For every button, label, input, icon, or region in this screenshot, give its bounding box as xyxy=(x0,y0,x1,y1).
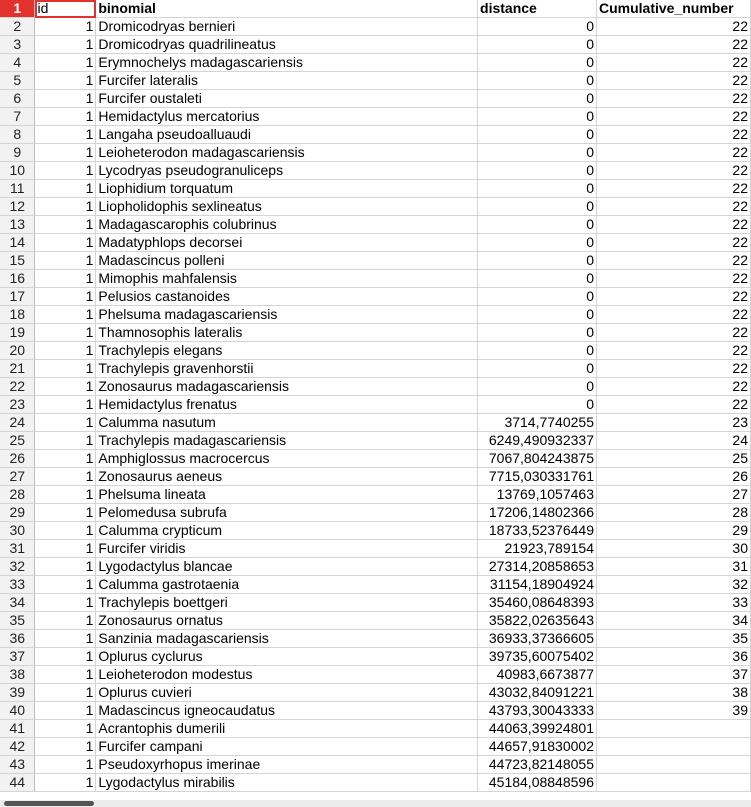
cell-binomial[interactable]: Dromicodryas bernieri xyxy=(96,18,478,36)
row-number[interactable]: 27 xyxy=(0,468,35,486)
cell-id[interactable]: 1 xyxy=(35,648,96,666)
row-number[interactable]: 24 xyxy=(0,414,35,432)
column-header-distance[interactable]: distance xyxy=(478,0,597,18)
row-number[interactable]: 43 xyxy=(0,756,35,774)
table-row xyxy=(0,90,751,108)
cell-cumulative-number[interactable]: 36 xyxy=(596,648,750,666)
cell-id[interactable]: 1 xyxy=(35,540,96,558)
cell-distance[interactable]: 0 xyxy=(478,108,597,126)
cell-id[interactable]: 1 xyxy=(35,18,96,36)
cell-cumulative-number[interactable]: 39 xyxy=(596,702,750,720)
cell-binomial[interactable]: Madagascarophis colubrinus xyxy=(96,216,478,234)
cell-id[interactable]: 1 xyxy=(35,342,96,360)
cell-id[interactable]: 1 xyxy=(35,630,96,648)
cell-id[interactable]: 1 xyxy=(35,396,96,414)
table-row xyxy=(0,576,751,594)
cell-binomial[interactable]: Furcifer viridis xyxy=(96,540,478,558)
cell-distance[interactable]: 0 xyxy=(478,378,597,396)
cell-cumulative-number[interactable] xyxy=(596,738,750,756)
table-row xyxy=(0,468,751,486)
cell-binomial[interactable]: Leioheterodon madagascariensis xyxy=(96,144,478,162)
row-number[interactable]: 10 xyxy=(0,162,35,180)
cell-distance[interactable]: 0 xyxy=(478,324,597,342)
cell-id[interactable]: 1 xyxy=(35,432,96,450)
cell-id[interactable]: 1 xyxy=(35,54,96,72)
cell-distance[interactable]: 0 xyxy=(478,360,597,378)
cell-cumulative-number[interactable] xyxy=(596,720,750,738)
cell-id[interactable]: 1 xyxy=(35,522,96,540)
table-row xyxy=(0,18,751,36)
cell-distance[interactable]: 21923,789154 xyxy=(478,540,597,558)
cell-id[interactable]: 1 xyxy=(35,450,96,468)
cell-cumulative-number[interactable]: 22 xyxy=(596,180,750,198)
row-number[interactable]: 42 xyxy=(0,738,35,756)
row-number[interactable]: 13 xyxy=(0,216,35,234)
table-row xyxy=(0,216,751,234)
table-row xyxy=(0,504,751,522)
cell-distance[interactable]: 0 xyxy=(478,90,597,108)
cell-id[interactable]: 1 xyxy=(35,720,96,738)
cell-cumulative-number[interactable]: 34 xyxy=(596,612,750,630)
cell-distance[interactable]: 7067,804243875 xyxy=(478,450,597,468)
cell-binomial[interactable]: Pseudoxyrhopus imerinae xyxy=(96,756,478,774)
cell-cumulative-number[interactable]: 22 xyxy=(596,342,750,360)
cell-binomial[interactable]: Leioheterodon modestus xyxy=(96,666,478,684)
table-row xyxy=(0,594,751,612)
cell-cumulative-number[interactable]: 35 xyxy=(596,630,750,648)
row-number[interactable]: 15 xyxy=(0,252,35,270)
row-number[interactable]: 30 xyxy=(0,522,35,540)
table-row xyxy=(0,36,751,54)
row-number[interactable]: 11 xyxy=(0,180,35,198)
cell-distance[interactable]: 13769,1057463 xyxy=(478,486,597,504)
cell-cumulative-number[interactable]: 22 xyxy=(596,288,750,306)
cell-id[interactable]: 1 xyxy=(35,180,96,198)
cell-binomial[interactable]: Hemidactylus frenatus xyxy=(96,396,478,414)
cell-distance[interactable]: 7715,030331761 xyxy=(478,468,597,486)
cell-distance[interactable]: 0 xyxy=(478,252,597,270)
table-row xyxy=(0,774,751,792)
row-number[interactable]: 3 xyxy=(0,36,35,54)
cell-id[interactable]: 1 xyxy=(35,558,96,576)
cell-distance[interactable]: 0 xyxy=(478,306,597,324)
row-number[interactable]: 39 xyxy=(0,684,35,702)
cell-id[interactable]: 1 xyxy=(35,126,96,144)
row-number[interactable]: 21 xyxy=(0,360,35,378)
row-number[interactable]: 40 xyxy=(0,702,35,720)
cell-id[interactable]: 1 xyxy=(35,288,96,306)
cell-cumulative-number[interactable]: 32 xyxy=(596,576,750,594)
cell-distance[interactable]: 0 xyxy=(478,126,597,144)
cell-distance[interactable]: 0 xyxy=(478,270,597,288)
cell-binomial[interactable]: Sanzinia madagascariensis xyxy=(96,630,478,648)
cell-binomial[interactable]: Phelsuma lineata xyxy=(96,486,478,504)
table-row xyxy=(0,540,751,558)
row-number[interactable]: 23 xyxy=(0,396,35,414)
cell-id[interactable]: 1 xyxy=(35,594,96,612)
row-number[interactable]: 14 xyxy=(0,234,35,252)
cell-distance[interactable]: 31154,18904924 xyxy=(478,576,597,594)
cell-cumulative-number[interactable]: 22 xyxy=(596,234,750,252)
cell-distance[interactable]: 44723,82148055 xyxy=(478,756,597,774)
cell-cumulative-number[interactable]: 22 xyxy=(596,36,750,54)
table-row xyxy=(0,270,751,288)
cell-binomial[interactable]: Oplurus cuvieri xyxy=(96,684,478,702)
cell-distance[interactable]: 3714,7740255 xyxy=(478,414,597,432)
table-row xyxy=(0,684,751,702)
cell-binomial[interactable]: Oplurus cyclurus xyxy=(96,648,478,666)
cell-cumulative-number[interactable]: 22 xyxy=(596,18,750,36)
cell-cumulative-number[interactable]: 23 xyxy=(596,414,750,432)
cell-distance[interactable]: 44657,91830002 xyxy=(478,738,597,756)
cell-id[interactable]: 1 xyxy=(35,702,96,720)
cell-binomial[interactable]: Pelusios castanoides xyxy=(96,288,478,306)
cell-id[interactable]: 1 xyxy=(35,324,96,342)
row-number[interactable]: 4 xyxy=(0,54,35,72)
row-number[interactable]: 28 xyxy=(0,486,35,504)
column-header-cumulative-number[interactable]: Cumulative_number xyxy=(596,0,750,18)
row-number[interactable]: 8 xyxy=(0,126,35,144)
row-number[interactable]: 18 xyxy=(0,306,35,324)
header-row xyxy=(0,0,751,18)
cell-cumulative-number[interactable] xyxy=(596,756,750,774)
cell-binomial[interactable]: Mimophis mahfalensis xyxy=(96,270,478,288)
cell-id[interactable]: 1 xyxy=(35,72,96,90)
table-row xyxy=(0,306,751,324)
cell-id[interactable]: 1 xyxy=(35,90,96,108)
cell-distance[interactable]: 0 xyxy=(478,396,597,414)
cell-id[interactable]: 1 xyxy=(35,306,96,324)
cell-id[interactable]: 1 xyxy=(35,36,96,54)
cell-cumulative-number[interactable]: 22 xyxy=(596,252,750,270)
cell-distance[interactable]: 0 xyxy=(478,216,597,234)
row-number[interactable]: 35 xyxy=(0,612,35,630)
cell-binomial[interactable]: Lygodactylus mirabilis xyxy=(96,774,478,792)
cell-distance[interactable]: 27314,20858653 xyxy=(478,558,597,576)
cell-binomial[interactable]: Erymnochelys madagascariensis xyxy=(96,54,478,72)
table-row xyxy=(0,180,751,198)
cell-distance[interactable]: 0 xyxy=(478,36,597,54)
cell-binomial[interactable]: Trachylepis boettgeri xyxy=(96,594,478,612)
table-row xyxy=(0,522,751,540)
table-row xyxy=(0,630,751,648)
cell-cumulative-number[interactable]: 22 xyxy=(596,90,750,108)
row-number[interactable]: 9 xyxy=(0,144,35,162)
cell-cumulative-number[interactable]: 28 xyxy=(596,504,750,522)
row-number[interactable]: 1 xyxy=(0,0,35,18)
cell-binomial[interactable]: Pelomedusa subrufa xyxy=(96,504,478,522)
row-number[interactable]: 34 xyxy=(0,594,35,612)
table-row xyxy=(0,360,751,378)
cell-binomial[interactable]: Hemidactylus mercatorius xyxy=(96,108,478,126)
cell-id[interactable]: 1 xyxy=(35,144,96,162)
table-row xyxy=(0,288,751,306)
cell-binomial[interactable]: Madascincus igneocaudatus xyxy=(96,702,478,720)
row-number[interactable]: 22 xyxy=(0,378,35,396)
cell-cumulative-number[interactable]: 22 xyxy=(596,396,750,414)
cell-cumulative-number[interactable]: 22 xyxy=(596,144,750,162)
cell-id[interactable]: 1 xyxy=(35,252,96,270)
table-row xyxy=(0,162,751,180)
cell-cumulative-number[interactable]: 33 xyxy=(596,594,750,612)
cell-binomial[interactable]: Furcifer oustaleti xyxy=(96,90,478,108)
cell-distance[interactable]: 39735,60075402 xyxy=(478,648,597,666)
cell-cumulative-number[interactable]: 22 xyxy=(596,216,750,234)
cell-distance[interactable]: 36933,37366605 xyxy=(478,630,597,648)
cell-id[interactable]: 1 xyxy=(35,612,96,630)
row-number[interactable]: 7 xyxy=(0,108,35,126)
cell-id[interactable]: 1 xyxy=(35,414,96,432)
row-number[interactable]: 33 xyxy=(0,576,35,594)
cell-cumulative-number[interactable]: 22 xyxy=(596,360,750,378)
cell-binomial[interactable]: Phelsuma madagascariensis xyxy=(96,306,478,324)
row-number[interactable]: 31 xyxy=(0,540,35,558)
cell-id[interactable]: 1 xyxy=(35,198,96,216)
column-header-id[interactable]: id xyxy=(35,0,96,18)
cell-id[interactable]: 1 xyxy=(35,504,96,522)
cell-binomial[interactable]: Furcifer campani xyxy=(96,738,478,756)
table-row xyxy=(0,432,751,450)
cell-cumulative-number[interactable]: 37 xyxy=(596,666,750,684)
horizontal-scrollbar[interactable] xyxy=(0,800,751,807)
cell-distance[interactable]: 0 xyxy=(478,198,597,216)
cell-id[interactable]: 1 xyxy=(35,756,96,774)
cell-cumulative-number[interactable]: 25 xyxy=(596,450,750,468)
table-row xyxy=(0,756,751,774)
cell-binomial[interactable]: Madatyphlops decorsei xyxy=(96,234,478,252)
cell-id[interactable]: 1 xyxy=(35,666,96,684)
row-number[interactable]: 32 xyxy=(0,558,35,576)
cell-binomial[interactable]: Zonosaurus madagascariensis xyxy=(96,378,478,396)
row-number[interactable]: 6 xyxy=(0,90,35,108)
table-row xyxy=(0,198,751,216)
cell-id[interactable]: 1 xyxy=(35,216,96,234)
table-row xyxy=(0,486,751,504)
cell-id[interactable]: 1 xyxy=(35,270,96,288)
cell-distance[interactable]: 6249,490932337 xyxy=(478,432,597,450)
cell-id[interactable]: 1 xyxy=(35,108,96,126)
cell-cumulative-number[interactable]: 31 xyxy=(596,558,750,576)
cell-binomial[interactable]: Calumma nasutum xyxy=(96,414,478,432)
row-number[interactable]: 44 xyxy=(0,774,35,792)
cell-id[interactable]: 1 xyxy=(35,774,96,792)
cell-distance[interactable]: 40983,6673877 xyxy=(478,666,597,684)
scrollbar-thumb[interactable] xyxy=(4,801,94,806)
cell-id[interactable]: 1 xyxy=(35,738,96,756)
cell-binomial[interactable]: Trachylepis gravenhorstii xyxy=(96,360,478,378)
cell-cumulative-number[interactable]: 22 xyxy=(596,198,750,216)
cell-binomial[interactable]: Furcifer lateralis xyxy=(96,72,478,90)
row-number[interactable]: 41 xyxy=(0,720,35,738)
cell-cumulative-number[interactable]: 22 xyxy=(596,108,750,126)
cell-binomial[interactable]: Liophidium torquatum xyxy=(96,180,478,198)
cell-distance[interactable]: 18733,52376449 xyxy=(478,522,597,540)
table-row xyxy=(0,234,751,252)
cell-distance[interactable]: 0 xyxy=(478,18,597,36)
row-number[interactable]: 16 xyxy=(0,270,35,288)
cell-distance[interactable]: 44063,39924801 xyxy=(478,720,597,738)
row-number[interactable]: 12 xyxy=(0,198,35,216)
table-row xyxy=(0,720,751,738)
table-row xyxy=(0,144,751,162)
cell-cumulative-number[interactable]: 22 xyxy=(596,270,750,288)
cell-binomial[interactable]: Acrantophis dumerili xyxy=(96,720,478,738)
cell-binomial[interactable]: Madascincus polleni xyxy=(96,252,478,270)
table-row xyxy=(0,558,751,576)
cell-distance[interactable]: 45184,08848596 xyxy=(478,774,597,792)
row-number[interactable]: 25 xyxy=(0,432,35,450)
cell-distance[interactable]: 0 xyxy=(478,288,597,306)
cell-distance[interactable]: 0 xyxy=(478,180,597,198)
cell-distance[interactable]: 0 xyxy=(478,72,597,90)
cell-distance[interactable]: 0 xyxy=(478,144,597,162)
row-number[interactable]: 26 xyxy=(0,450,35,468)
cell-cumulative-number[interactable]: 24 xyxy=(596,432,750,450)
column-header-binomial[interactable]: binomial xyxy=(96,0,478,18)
cell-distance[interactable]: 0 xyxy=(478,54,597,72)
cell-cumulative-number[interactable] xyxy=(596,774,750,792)
table-row xyxy=(0,252,751,270)
cell-binomial[interactable]: Thamnosophis lateralis xyxy=(96,324,478,342)
cell-cumulative-number[interactable]: 30 xyxy=(596,540,750,558)
cell-distance[interactable]: 0 xyxy=(478,234,597,252)
cell-cumulative-number[interactable]: 22 xyxy=(596,72,750,90)
cell-distance[interactable]: 35822,02635643 xyxy=(478,612,597,630)
cell-binomial[interactable]: Calumma crypticum xyxy=(96,522,478,540)
table-row xyxy=(0,702,751,720)
cell-cumulative-number[interactable]: 22 xyxy=(596,126,750,144)
table-row xyxy=(0,108,751,126)
cell-distance[interactable]: 0 xyxy=(478,162,597,180)
row-number[interactable]: 38 xyxy=(0,666,35,684)
row-number[interactable]: 29 xyxy=(0,504,35,522)
cell-cumulative-number[interactable]: 22 xyxy=(596,54,750,72)
cell-id[interactable]: 1 xyxy=(35,378,96,396)
cell-id[interactable]: 1 xyxy=(35,468,96,486)
cell-binomial[interactable]: Amphiglossus macrocercus xyxy=(96,450,478,468)
table-row xyxy=(0,378,751,396)
cell-binomial[interactable]: Trachylepis madagascariensis xyxy=(96,432,478,450)
cell-cumulative-number[interactable]: 29 xyxy=(596,522,750,540)
cell-binomial[interactable]: Zonosaurus aeneus xyxy=(96,468,478,486)
cell-binomial[interactable]: Langaha pseudoalluaudi xyxy=(96,126,478,144)
row-number[interactable]: 37 xyxy=(0,648,35,666)
table-row xyxy=(0,450,751,468)
cell-binomial[interactable]: Lygodactylus blancae xyxy=(96,558,478,576)
row-number[interactable]: 36 xyxy=(0,630,35,648)
cell-cumulative-number[interactable]: 22 xyxy=(596,324,750,342)
cell-id[interactable]: 1 xyxy=(35,360,96,378)
table-row xyxy=(0,324,751,342)
cell-cumulative-number[interactable]: 22 xyxy=(596,378,750,396)
row-number[interactable]: 17 xyxy=(0,288,35,306)
table-row xyxy=(0,612,751,630)
table-row xyxy=(0,396,751,414)
row-number[interactable]: 20 xyxy=(0,342,35,360)
cell-cumulative-number[interactable]: 38 xyxy=(596,684,750,702)
cell-distance[interactable]: 43032,84091221 xyxy=(478,684,597,702)
table-row xyxy=(0,414,751,432)
table-row xyxy=(0,666,751,684)
cell-id[interactable]: 1 xyxy=(35,486,96,504)
cell-binomial[interactable]: Liopholidophis sexlineatus xyxy=(96,198,478,216)
cell-binomial[interactable]: Zonosaurus ornatus xyxy=(96,612,478,630)
cell-cumulative-number[interactable]: 22 xyxy=(596,162,750,180)
cell-binomial[interactable]: Lycodryas pseudogranuliceps xyxy=(96,162,478,180)
table-row xyxy=(0,72,751,90)
table-row xyxy=(0,648,751,666)
cell-distance[interactable]: 43793,30043333 xyxy=(478,702,597,720)
row-number[interactable]: 5 xyxy=(0,72,35,90)
cell-binomial[interactable]: Trachylepis elegans xyxy=(96,342,478,360)
cell-cumulative-number[interactable]: 26 xyxy=(596,468,750,486)
cell-cumulative-number[interactable]: 27 xyxy=(596,486,750,504)
row-number[interactable]: 19 xyxy=(0,324,35,342)
cell-binomial[interactable]: Calumma gastrotaenia xyxy=(96,576,478,594)
table-row xyxy=(0,54,751,72)
cell-cumulative-number[interactable]: 22 xyxy=(596,306,750,324)
table-row xyxy=(0,126,751,144)
cell-id[interactable]: 1 xyxy=(35,162,96,180)
cell-distance[interactable]: 0 xyxy=(478,342,597,360)
table-row xyxy=(0,342,751,360)
cell-binomial[interactable]: Dromicodryas quadrilineatus xyxy=(96,36,478,54)
table-row xyxy=(0,738,751,756)
cell-id[interactable]: 1 xyxy=(35,234,96,252)
row-number[interactable]: 2 xyxy=(0,18,35,36)
cell-distance[interactable]: 17206,14802366 xyxy=(478,504,597,522)
cell-distance[interactable]: 35460,08648393 xyxy=(478,594,597,612)
cell-id[interactable]: 1 xyxy=(35,576,96,594)
cell-id[interactable]: 1 xyxy=(35,684,96,702)
